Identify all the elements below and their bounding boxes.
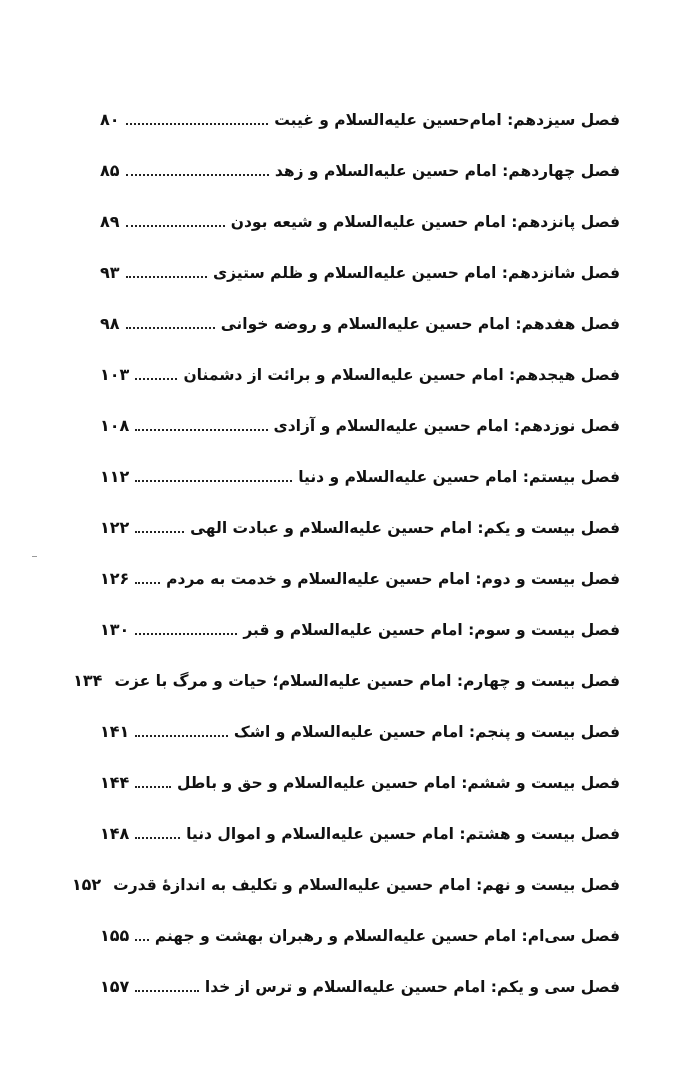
toc-entry[interactable] <box>100 553 620 604</box>
dot-leader <box>126 313 215 329</box>
table-of-contents <box>71 94 620 1012</box>
dot-leader <box>126 262 207 278</box>
chapter-title: فصل سی‌ام: امام حسین علیه‌السلام و رهبران بهشت و جهنم <box>154 926 620 945</box>
toc-entry[interactable] <box>100 502 620 553</box>
chapter-title: فصل پانزدهم: امام حسین علیه‌السلام و شیعه بودن <box>230 212 620 231</box>
chapter-title: فصل بیست و دوم: امام حسین علیه‌السلام و خدمت به مردم <box>166 569 620 588</box>
dot-leader <box>135 466 292 482</box>
dot-leader <box>135 619 237 635</box>
dot-leader <box>135 976 199 992</box>
page-number: ۱۵۲ <box>71 875 102 894</box>
dot-leader <box>135 721 228 737</box>
dot-leader <box>135 415 267 431</box>
toc-entry[interactable] <box>100 298 620 349</box>
page-number: ۱۱۲ <box>100 467 130 486</box>
toc-entry[interactable] <box>73 655 620 706</box>
page-number: ۸۹ <box>100 212 120 231</box>
dot-leader <box>135 925 149 941</box>
page-number: ۱۵۵ <box>100 926 130 945</box>
toc-entry[interactable] <box>71 859 620 910</box>
toc-entry[interactable] <box>100 808 620 859</box>
chapter-title: فصل بیست و ششم: امام حسین علیه‌السلام و حق و باطل <box>176 773 620 792</box>
page-number: ۱۰۳ <box>100 365 130 384</box>
page-number: ۱۴۴ <box>100 773 130 792</box>
page-number: ۱۳۰ <box>100 620 130 639</box>
page-number: ۱۲۲ <box>100 518 130 537</box>
dot-leader <box>126 109 269 125</box>
chapter-title: فصل چهاردهم: امام حسین علیه‌السلام و زهد <box>274 161 620 180</box>
toc-entry[interactable] <box>100 400 620 451</box>
toc-entry[interactable] <box>100 961 620 1012</box>
page-number: ۱۴۱ <box>100 722 130 741</box>
chapter-title: فصل بیستم: امام حسین علیه‌السلام و دنیا <box>298 467 620 486</box>
page-number: ۹۳ <box>100 263 120 282</box>
chapter-title: فصل بیست و چهارم: امام حسین علیه‌السلام؛ حیات و مرگ با عزت <box>114 671 620 690</box>
toc-entry[interactable] <box>100 247 620 298</box>
page-number: ۱۵۷ <box>100 977 130 996</box>
toc-entry[interactable] <box>100 196 620 247</box>
chapter-title: فصل بیست و هشتم: امام حسین علیه‌السلام و اموال دنیا <box>186 824 620 843</box>
toc-entry[interactable] <box>100 94 620 145</box>
chapter-title: فصل سیزدهم: امام‌حسین علیه‌السلام و غیبت <box>274 110 620 129</box>
dot-leader <box>135 772 171 788</box>
page-number: ۸۵ <box>100 161 120 180</box>
page-number: ۹۸ <box>100 314 120 333</box>
dot-leader <box>135 364 177 380</box>
chapter-title: فصل شانزدهم: امام حسین علیه‌السلام و ظلم ستیزی <box>212 263 620 282</box>
margin-mark <box>32 556 37 557</box>
chapter-title: فصل بیست و نهم: امام حسین علیه‌السلام و تکلیف به اندازهٔ قدرت <box>113 875 620 894</box>
toc-entry[interactable] <box>100 706 620 757</box>
toc-entry[interactable] <box>100 604 620 655</box>
dot-leader <box>126 211 225 227</box>
toc-entry[interactable] <box>100 757 620 808</box>
page-number: ۱۳۴ <box>73 671 103 690</box>
toc-entry[interactable] <box>100 451 620 502</box>
page-number: ۸۰ <box>100 110 120 129</box>
chapter-title: فصل بیست و پنجم: امام حسین علیه‌السلام و اشک <box>233 722 620 741</box>
toc-entry[interactable] <box>100 349 620 400</box>
chapter-title: فصل هفدهم: امام حسین علیه‌السلام و روضه خوانی <box>220 314 620 333</box>
page-number: ۱۲۶ <box>100 569 130 588</box>
page-number: ۱۰۸ <box>100 416 130 435</box>
chapter-title: فصل هیجدهم: امام حسین علیه‌السلام و برائت از دشمنان <box>183 365 620 384</box>
dot-leader <box>135 568 160 584</box>
chapter-title: فصل نوزدهم: امام حسین علیه‌السلام و آزادی <box>273 416 620 435</box>
dot-leader <box>135 823 180 839</box>
dot-leader <box>135 517 184 533</box>
toc-entry[interactable] <box>100 145 620 196</box>
chapter-title: فصل بیست و یکم: امام حسین علیه‌السلام و عبادت الهی <box>190 518 620 537</box>
dot-leader <box>126 160 269 176</box>
chapter-title: فصل سی و یکم: امام حسین علیه‌السلام و ترس از خدا <box>204 977 620 996</box>
toc-entry[interactable] <box>100 910 620 961</box>
page-number: ۱۴۸ <box>100 824 130 843</box>
chapter-title: فصل بیست و سوم: امام حسین علیه‌السلام و قبر <box>243 620 620 639</box>
